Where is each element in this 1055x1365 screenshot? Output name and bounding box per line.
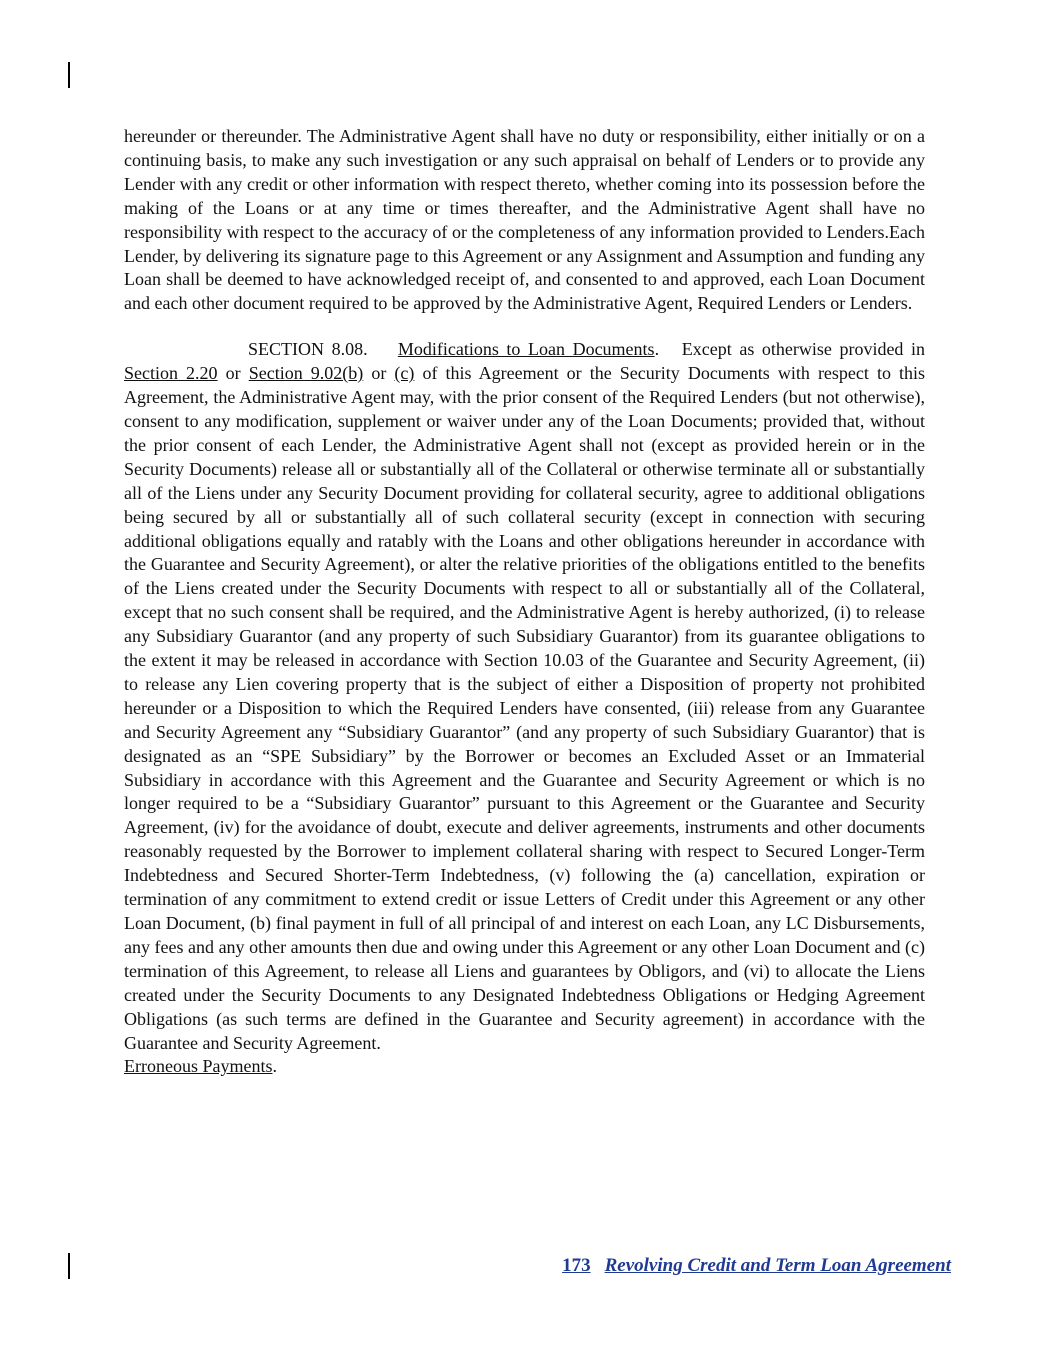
page-number[interactable]: 173 — [562, 1255, 591, 1276]
section-c-link[interactable]: (c) — [394, 363, 415, 384]
section-8-08-paragraph: SECTION 8.08. Modifications to Loan Documents. Except as otherwise provided in Section 2.20 or Section 9.02(b) or (c) of this Agreement or the Security Documents with respect to this Agreement, the Administrative Agent may, with the prior consent of the Required Lenders (but not otherwise), consent to any modification, supplement or waiver under any of the Loan Documents; provided that, without the prior consent of each Lender, the Administrative Agent shall not (except as provided herein or in the Security Documents) release all or substantially all of the Collateral or otherwise terminate all or substantially all of the Liens under any Security Document providing for collateral security, agree to additional obligations being secured by all or substantially all of such collateral security (except in connection with securing additional obligations equally and ratably with the Loans and other obligations hereunder in accordance with the Guarantee and Security Agreement), or alter the relative priorities of the obligations entitled to the benefits of the Liens created under the Security Documents with respect to all or substantially all of the Collateral, except that no such consent shall be required, and the Administrative Agent is hereby authorized, (i) to release any Subsidiary Guarantor (and any property of such Subsidiary Guarantor) from its guarantee obligations to the extent it may be released in accordance with Section 10.03 of the Guarantee and Security Agreement, (ii) to release any Lien covering property that is the subject of either a Disposition of property not prohibited hereunder or a Disposition to which the Required Lenders have consented, (iii) release from any Guarantee and Security Agreement any “Subsidiary Guarantor” (and any property of such Subsidiary Guarantor) that is designated as an “SPE Subsidiary” by the Borrower or becomes an Excluded Asset or an Immaterial Subsidiary in accordance with this Agreement and the Guarantee and Security Agreement or which is no longer required to be a “Subsidiary Guarantor” pursuant to this Agreement or the Guarantee and Security Agreement, (iv) for the avoidance of doubt, execute and deliver agreements, instruments and other documents reasonably requested by the Borrower to implement collateral sharing with respect to Secured Longer-Term Indebtedness and Secured Shorter-Term Indebtedness, (v) following the (a) cancellation, expiration or termination of any commitment to extend credit or issue Letters of Credit under this Agreement or any other Loan Document, (b) final payment in full of all principal of and interest on each Loan, any LC Disbursements, any fees and any other amounts then due and owing under this Agreement or any other Loan Document and (c) termination of this Agreement, to release all Liens and guarantees by Obligors, and (vi) to allocate the Liens created under the Security Documents to any Designated Indebtedness Obligations or Hedging Agreement Obligations (as such terms are defined in the Guarantee and Security agreement) in accordance with the Guarantee and Security Agreement. Erroneous Payments. — [124, 339, 926, 1077]
conjunction-or: or — [371, 363, 387, 384]
erroneous-payments-heading: Erroneous Payments — [124, 1056, 273, 1077]
section-number: SECTION 8.08. — [248, 339, 368, 360]
change-bar-bottom — [68, 1253, 70, 1279]
page-footer — [562, 1255, 951, 1277]
paragraph-continuation: hereunder or thereunder. The Administrative Agent shall have no duty or responsibility, either initially or on a continuing basis, to make any such investigation or any such appraisal on behalf of Lenders or to provide any Lender with any credit or other information with respect thereto, whether coming into its possession before the making of the Loans or at any time or times thereafter, and the Administrative Agent shall have no responsibility with respect to the accuracy of or the completeness of any information provided to Lenders.Each Lender, by delivering its signature page to this Agreement or any Assignment and Assumption and funding any Loan shall be deemed to have acknowledged receipt of, and consented to and approved, each Loan Document and each other document required to be approved by the Administrative Agent, Required Lenders or Lenders. — [124, 126, 925, 314]
conjunction-or: or — [225, 363, 241, 384]
section-intro-text: Except as otherwise provided in — [681, 339, 926, 360]
section-body-text: of this Agreement or the Security Documents with respect to this Agreement, the Administrative Agent may, with the prior consent of the Required Lenders (but not otherwise), consent to any modification, supplement or waiver under any of the Loan Documents; provided that, without the prior consent of each Lender, the Administrative Agent shall not (except as provided herein or in the Security Documents) release all or substantially all of the Collateral or otherwise terminate all or substantially all of the Liens under any Security Document providing for collateral security, agree to additional obligations being secured by all or substantially all of such collateral security (except in connection with securing additional obligations equally and ratably with the Loans and other obligations hereunder in accordance with the Guarantee and Security Agreement), or alter the relative priorities of the obligations entitled to the benefits of the Liens created under the Security Documents with respect to all or substantially all of the Collateral, except that no such consent shall be required, and the Administrative Agent is hereby authorized, (i) to release any Subsidiary Guarantor (and any property of such Subsidiary Guarantor) from its guarantee obligations to the extent it may be released in accordance with Section 10.03 of the Guarantee and Security Agreement, (ii) to release any Lien covering property that is the subject of either a Disposition of property not prohibited hereunder or a Disposition to which the Required Lenders have consented, (iii) release from any Guarantee and Security Agreement any “Subsidiary Guarantor” (and any property of such Subsidiary Guarantor) that is designated as an “SPE Subsidiary” by the Borrower or becomes an Excluded Asset or an Immaterial Subsidiary in accordance with this Agreement and the Guarantee and Security Agreement or which is no longer required to be a “Subsidiary Guarantor” pursuant to this Agreement or the Guarantee and Security Agreement, (iv) for the avoidance of doubt, execute and deliver agreements, instruments and other documents reasonably requested by the Borrower to implement collateral sharing with respect to Secured Longer-Term Indebtedness and Secured Shorter-Term Indebtedness, (v) following the (a) cancellation, expiration or termination of any commitment to extend credit or issue Letters of Credit under this Agreement or any other Loan Document, (b) final payment in full of all principal of and interest on each Loan, any LC Disbursements, any fees and any other amounts then due and owing under this Agreement or any other Loan Document and (c) termination of this Agreement, to release all Liens and guarantees by Obligors, and (vi) to allocate the Liens created under the Security Documents to any Designated Indebtedness Obligations or Hedging Agreement Obligations (as such terms are defined in the Guarantee and Security agreement) in accordance with the Guarantee and Security Agreement. — [124, 363, 926, 1053]
section-heading: Modifications to Loan Documents — [397, 339, 655, 360]
section-2-20-link[interactable]: Section 2.20 — [124, 363, 218, 384]
document-title[interactable]: Revolving Credit and Term Loan Agreement — [604, 1255, 951, 1276]
change-bar-top — [68, 62, 70, 88]
document-body — [124, 125, 925, 1079]
section-9-02b-link[interactable]: Section 9.02(b) — [248, 363, 364, 384]
